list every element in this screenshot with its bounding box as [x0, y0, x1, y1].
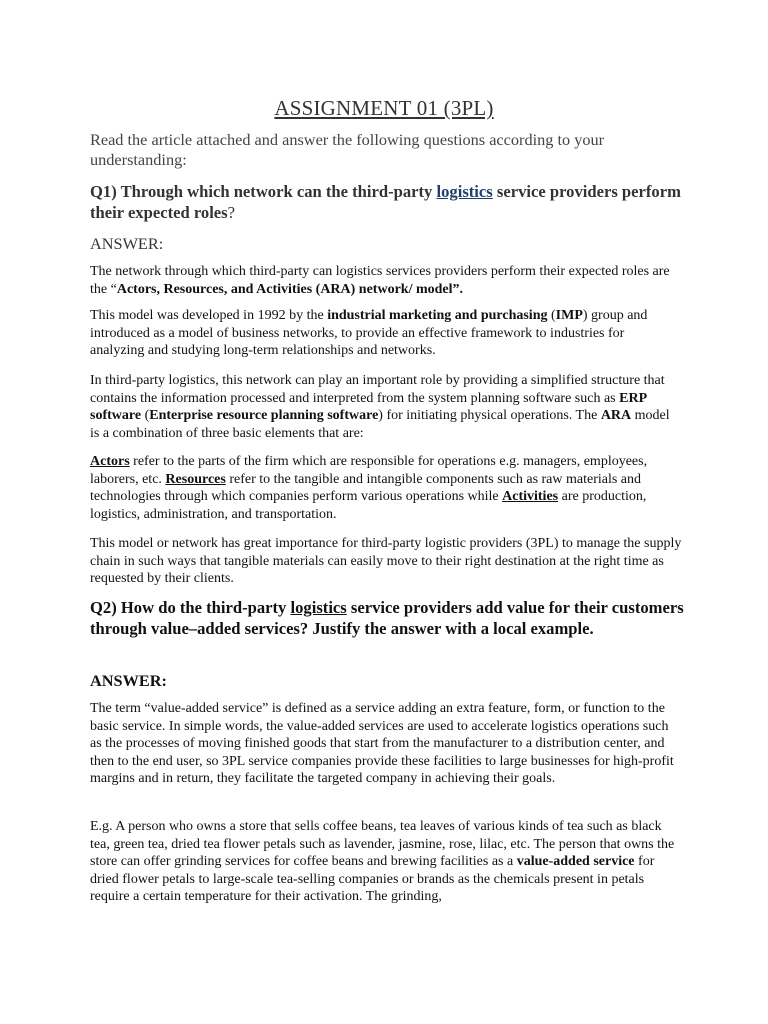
answer-1-paragraph-1 [90, 263, 682, 298]
paragraph-text: for dried flower petals to large-scale tea-selling companies or brands as the chemicals present in petals require a certain temperature for their activation. The grinding, [90, 854, 655, 905]
imp-abbreviation: IMP [555, 308, 583, 323]
paragraph-text: ) for initiating physical operations. The [378, 408, 601, 424]
paragraph-text: In third-party logistics, this network can play an important role by providing a simplified structure that contains the information processed and interpreted from the system planning software such as [90, 373, 665, 406]
value-added-service-term: value-added service [516, 854, 635, 870]
answer-label-2: ANSWER: [90, 671, 167, 690]
ara-term: ARA [600, 408, 632, 424]
answer-1-paragraph-5: This model or network has great importance for third-party logistic providers (3PL) to manage the supply chain in such ways that tangible materials can easily move to their right destination at the right time as requested by their clients. [90, 536, 682, 587]
actors-term: Actors [90, 454, 130, 469]
imp-full-name: industrial marketing and purchasing [327, 308, 548, 323]
paragraph-text: This model was developed in 1992 by the [90, 308, 328, 323]
paragraph-text: refer to the tangible and intangible components such as raw materials and technologies through which companies perform various operations while [90, 471, 642, 505]
paragraph-text: refer to the parts of the firm which are responsible for operations e.g. managers, employees, laborers, etc. [90, 454, 648, 487]
question-2-text-end: service providers add value for their customers through value–added services? Justify the answer with a local example. [90, 598, 684, 638]
intro-text: Read the article attached and answer the following questions according to your understanding: [90, 130, 605, 169]
page-title: ASSIGNMENT 01 (3PL) [274, 96, 494, 120]
paragraph-text: The network through which third-party can logistics services providers perform their expected roles are the “ [90, 264, 670, 297]
question-2 [90, 598, 690, 639]
question-1-mark: ? [227, 202, 236, 222]
paragraph-text: ( [547, 308, 556, 323]
answer-2-paragraph-1: The term “value-added service” is defined as a service adding an extra feature, form, or function to the basic service. In simple words, the value-added services are used to accelerate logistics operations such as the processes of moving finished goods that start from the manufacturer to a distribution center, and then to the end user, so 3PL service companies provide these facilities to large businesses for high-profit margins and in return, they facilitate the targeted company in achieving their goals. [90, 701, 674, 787]
resources-term: Resources [165, 471, 226, 487]
answer-1-paragraph-4 [90, 453, 682, 523]
activities-term: Activities [502, 489, 559, 505]
paragraph-text: E.g. A person who owns a store that sells coffee beans, tea leaves of various kinds of tea such as black tea, green tea, dried tea flower petals such as lavender, jasmine, rose, lilac, etc. The person that owns the store can offer grinding services for coffee beans and brewing facilities as a [90, 819, 675, 870]
paragraph-text: ( [141, 408, 150, 424]
logistics-link[interactable]: logistics [436, 182, 493, 201]
question-2-text: Q2) How do the third-party [90, 598, 291, 617]
answer-1-paragraph-2 [90, 307, 682, 360]
paragraph-text: model is a combination of three basic elements that are: [90, 408, 670, 441]
ara-model-name: Actors, Resources, and Activities (ARA) network/ model”. [116, 281, 464, 297]
logistics-link-2[interactable]: logistics [290, 598, 347, 617]
answer-2-paragraph-2 [90, 818, 682, 906]
answer-label-1: ANSWER: [90, 234, 164, 253]
paragraph-text: are production, logistics, administration, and transportation. [90, 489, 647, 522]
question-1 [90, 182, 690, 223]
erp-software-term: ERP software [90, 390, 647, 424]
question-1-text-end: service providers perform their expected roles [90, 182, 681, 222]
question-1-text: Q1) Through which network can the third-party [90, 182, 437, 201]
erp-full-name: Enterprise resource planning software [149, 408, 379, 424]
answer-1-paragraph-3 [90, 372, 682, 442]
paragraph-text: ) group and introduced as a model of business networks, to provide an effective framework to industries for analyzing and studying long-term relationships and networks. [90, 308, 648, 359]
